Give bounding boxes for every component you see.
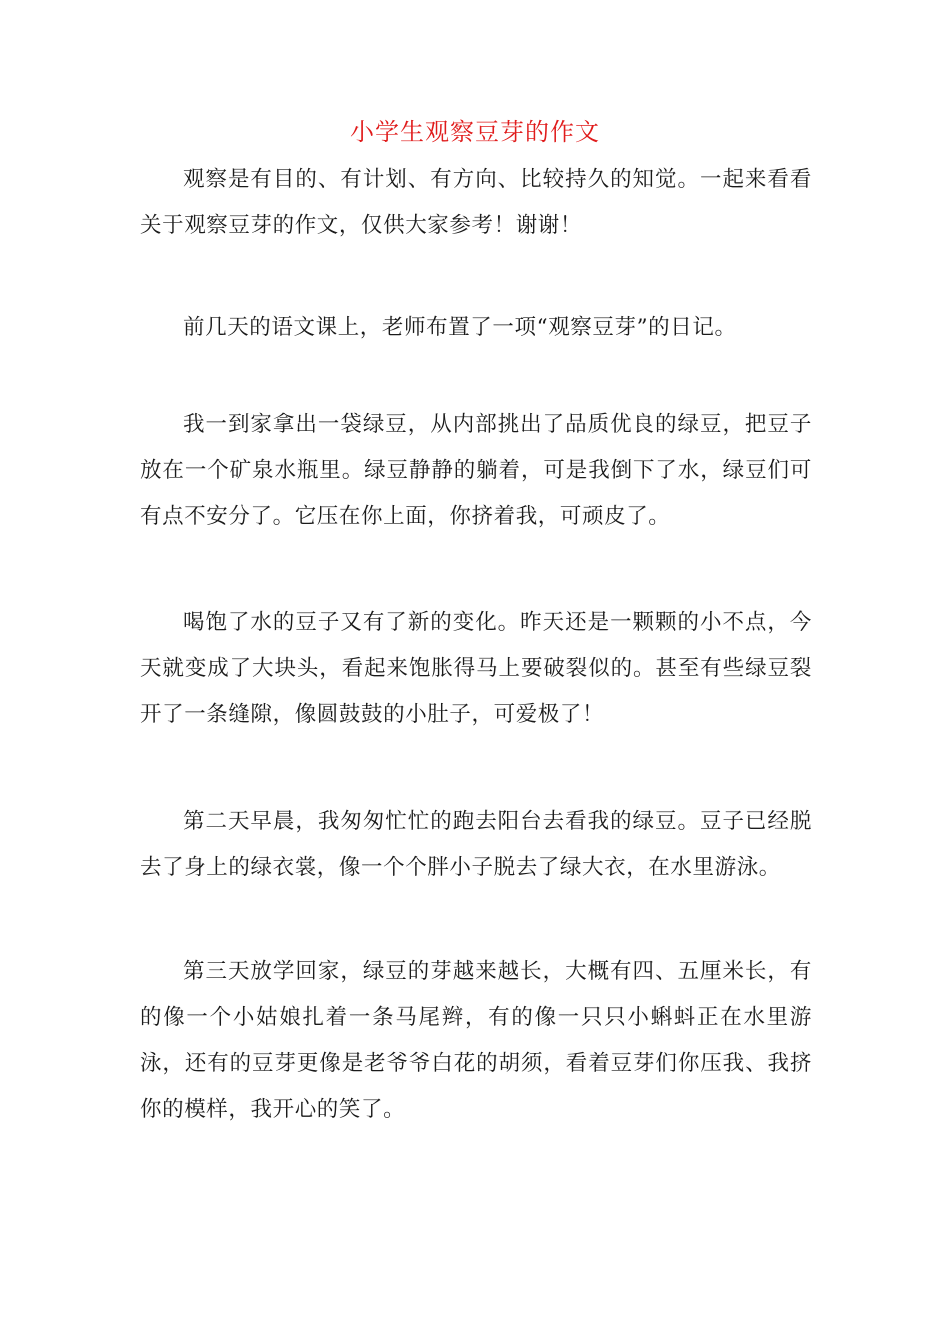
paragraph-intro: 观察是有目的、有计划、有方向、比较持久的知觉。一起来看看关于观察豆芽的作文，仅供大家参考！谢谢！ [140,167,812,238]
paragraph-swollen-beans: 喝饱了水的豆子又有了新的变化。昨天还是一颗颗的小不点，今天就变成了大块头，看起来饱胀得马上要破裂似的。甚至有些绿豆裂开了一条缝隙，像圆鼓鼓的小肚子，可爱极了！ [140,610,812,727]
paragraph-day-three: 第三天放学回家，绿豆的芽越来越长，大概有四、五厘米长，有的像一个小姑娘扎着一条马尾辫，有的像一只只小蝌蚪正在水里游泳，还有的豆芽更像是老爷爷白花的胡须，看着豆芽们你压我、我挤你的模样，我开心的笑了。 [140,959,812,1122]
paragraph-day-two: 第二天早晨，我匆匆忙忙的跑去阳台去看我的绿豆。豆子已经脱去了身上的绿衣裳，像一个个胖小子脱去了绿大衣，在水里游泳。 [140,809,812,880]
document-title: 小学生观察豆芽的作文 [350,118,600,146]
paragraph-assignment: 前几天的语文课上，老师布置了一项“观察豆芽”的日记。 [183,315,737,340]
paragraph-soaking-beans: 我一到家拿出一袋绿豆，从内部挑出了品质优良的绿豆，把豆子放在一个矿泉水瓶里。绿豆静静的躺着，可是我倒下了水，绿豆们可有点不安分了。它压在你上面，你挤着我，可顽皮了。 [140,412,812,529]
